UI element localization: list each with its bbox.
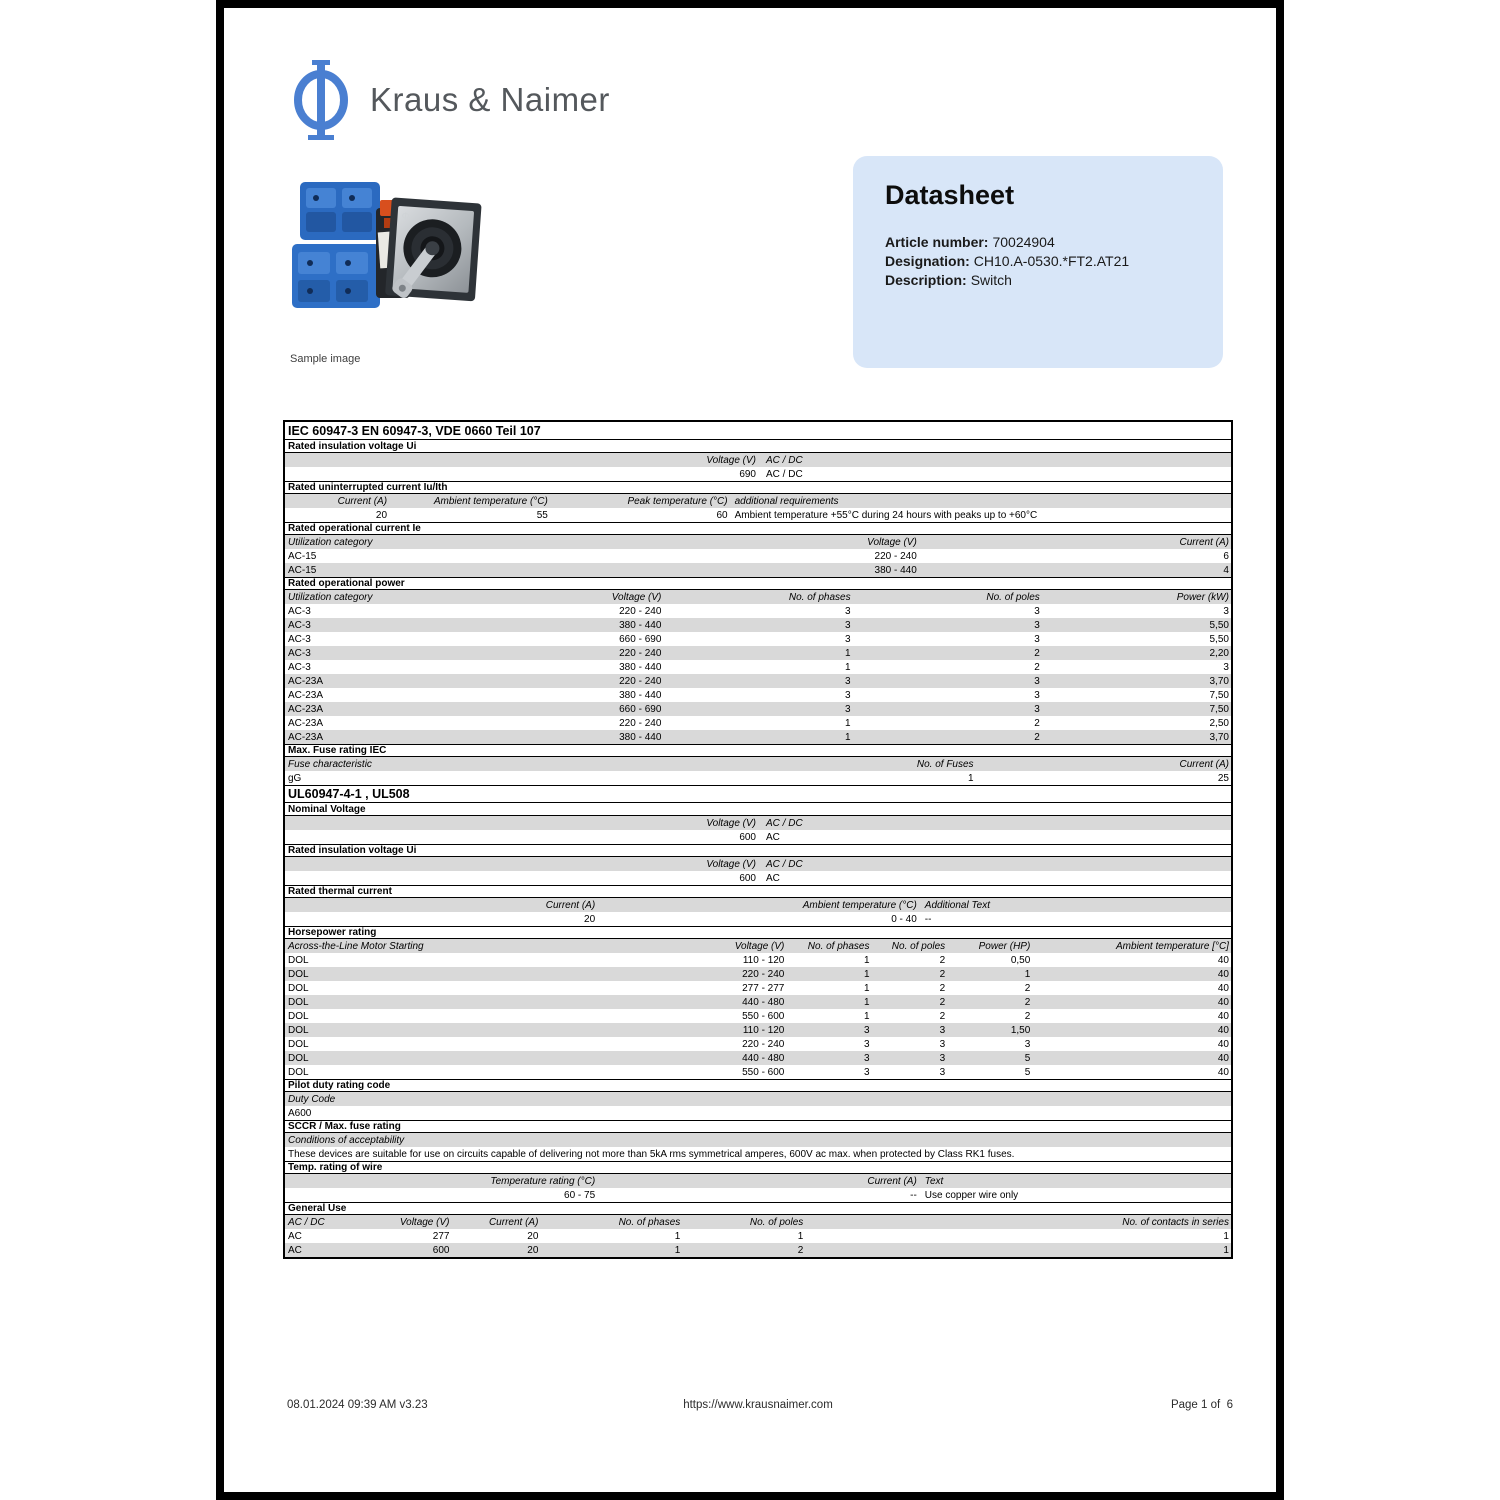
table-row — [285, 830, 1231, 844]
brand-logo — [288, 60, 610, 140]
table-section-header: Rated uninterrupted current Iu/Ith — [285, 481, 1231, 494]
table-row — [285, 981, 1231, 995]
table-cell: 277 - 277 — [742, 982, 785, 994]
table-cell: DOL — [288, 1038, 309, 1050]
table-row — [285, 467, 1231, 481]
table-cell: No. of poles — [749, 1216, 804, 1228]
table-cell: 3 — [939, 1038, 946, 1050]
table-section-header: SCCR / Max. fuse rating — [285, 1120, 1231, 1133]
table-cell: 25 — [1217, 772, 1229, 784]
table-cell: 5,50 — [1209, 619, 1229, 631]
table-cell: AC — [288, 1244, 302, 1256]
table-cell: 2 — [1024, 982, 1031, 994]
table-cell: 277 — [432, 1230, 450, 1242]
table-cell: 2 — [1034, 731, 1040, 743]
table-cell: Voltage (V) — [867, 536, 917, 548]
table-cell: 20 — [584, 913, 596, 925]
table-cell: 3 — [1223, 605, 1229, 617]
table-cell: 3 — [1034, 675, 1040, 687]
table-row — [285, 771, 1231, 785]
table-cell: Ambient temperature [°C] — [1116, 940, 1229, 952]
table-cell: Duty Code — [288, 1093, 336, 1105]
table-cell: 3 — [1034, 703, 1040, 715]
table-column-header-row — [285, 1174, 1231, 1188]
table-cell: 40 — [1217, 954, 1229, 966]
table-row — [285, 702, 1231, 716]
table-row — [285, 1037, 1231, 1051]
table-cell: Ambient temperature (°C) — [802, 899, 917, 911]
footer-generated-timestamp: 08.01.2024 09:39 AM v3.23 — [287, 1399, 428, 1411]
table-section-header: Rated operational power — [285, 577, 1231, 590]
table-cell: 60 - 75 — [564, 1189, 596, 1201]
table-cell: 1 — [674, 1244, 681, 1256]
table-row — [285, 688, 1231, 702]
table-cell: 3 — [863, 1038, 870, 1050]
table-cell: DOL — [288, 1010, 309, 1022]
table-cell: No. of phases — [807, 940, 870, 952]
table-cell: 220 - 240 — [742, 1038, 785, 1050]
designation-line — [885, 252, 1191, 271]
table-cell: 3 — [845, 605, 851, 617]
table-cell: AC-23A — [288, 717, 324, 729]
table-cell: AC — [766, 831, 780, 843]
table-row — [285, 1106, 1231, 1120]
table-cell: additional requirements — [734, 495, 839, 507]
table-cell: 0,50 — [1010, 954, 1031, 966]
table-cell: 600 — [739, 831, 756, 843]
table-cell: AC — [766, 872, 780, 884]
designation-value: CH10.A-0530.*FT2.AT21 — [973, 253, 1130, 269]
table-section-header: General Use — [285, 1202, 1231, 1215]
table-column-header-row — [285, 590, 1231, 604]
table-cell: 2 — [939, 982, 946, 994]
table-cell: No. of phases — [788, 591, 851, 603]
table-column-header-row — [285, 1092, 1231, 1106]
table-cell: 220 - 240 — [619, 647, 662, 659]
table-cell: Fuse characteristic — [288, 758, 372, 770]
table-cell: 380 - 440 — [619, 731, 662, 743]
table-cell: 3 — [845, 619, 851, 631]
table-row — [285, 549, 1231, 563]
table-row — [285, 674, 1231, 688]
table-cell: These devices are suitable for use on circuits capable of delivering not more than 5kA rms symmetrical amperes, 600V ac max. when protected by Class RK1 fuses. — [288, 1148, 1015, 1160]
table-section-header: Horsepower rating — [285, 926, 1231, 939]
table-cell: DOL — [288, 996, 309, 1008]
card-title: Datasheet — [885, 180, 1015, 210]
table-cell: 60 — [716, 509, 728, 521]
table-cell: 3 — [845, 633, 851, 645]
table-cell: Current (A) — [488, 1216, 539, 1228]
table-cell: Power (HP) — [978, 940, 1031, 952]
table-cell: AC-23A — [288, 689, 324, 701]
table-cell: 20 — [527, 1244, 539, 1256]
table-cell: 3 — [845, 675, 851, 687]
table-cell: 1 — [863, 1010, 870, 1022]
table-cell: Peak temperature (°C) — [627, 495, 728, 507]
table-cell: 1 — [845, 731, 851, 743]
table-cell: 1 — [863, 996, 870, 1008]
table-cell: 3 — [1034, 633, 1040, 645]
table-row — [285, 1229, 1231, 1243]
table-cell: AC-3 — [288, 633, 311, 645]
table-cell: 40 — [1217, 982, 1229, 994]
table-cell: Text — [924, 1175, 944, 1187]
table-cell: AC-3 — [288, 647, 311, 659]
table-cell: 550 - 600 — [742, 1010, 785, 1022]
table-cell: Voltage (V) — [706, 817, 756, 829]
table-cell: 3,70 — [1209, 675, 1229, 687]
table-cell: 40 — [1217, 996, 1229, 1008]
table-row — [285, 967, 1231, 981]
table-cell: AC-15 — [288, 550, 317, 562]
table-cell: AC-23A — [288, 675, 324, 687]
table-cell: AC-3 — [288, 661, 311, 673]
footer-url: https://www.krausnaimer.com — [683, 1399, 833, 1411]
table-cell: Ambient temperature (°C) — [433, 495, 548, 507]
table-cell: Utilization category — [288, 591, 373, 603]
kraus-naimer-phi-icon — [288, 60, 354, 140]
table-column-header-row — [285, 535, 1231, 549]
table-cell: 110 - 120 — [742, 1024, 785, 1036]
spec-table — [283, 420, 1233, 1259]
table-row — [285, 730, 1231, 744]
table-cell: 3 — [1034, 605, 1040, 617]
table-column-header-row — [285, 1133, 1231, 1147]
table-cell: 55 — [536, 509, 548, 521]
footer-page-number: Page 1 of 6 — [1170, 1399, 1233, 1411]
table-cell: 1 — [797, 1230, 804, 1242]
table-row — [285, 563, 1231, 577]
table-cell: 660 - 690 — [619, 703, 662, 715]
table-column-header-row — [285, 939, 1231, 953]
table-cell: 550 - 600 — [742, 1066, 785, 1078]
table-cell: 2 — [939, 968, 946, 980]
table-cell: 2,50 — [1209, 717, 1229, 729]
table-cell: 4 — [1223, 564, 1229, 576]
table-cell: 3 — [863, 1052, 870, 1064]
table-cell: 2 — [1024, 1010, 1031, 1022]
table-cell: Current (A) — [545, 899, 596, 911]
table-cell: 1,50 — [1010, 1024, 1031, 1036]
table-standard-header: UL60947-4-1 , UL508 — [285, 785, 1231, 803]
article-number-label: Article number: — [885, 234, 989, 250]
table-cell: 2 — [1034, 717, 1040, 729]
table-cell: AC-3 — [288, 605, 311, 617]
table-cell: 660 - 690 — [619, 633, 662, 645]
table-row — [285, 604, 1231, 618]
table-cell: 3 — [1034, 619, 1040, 631]
table-cell: 220 - 240 — [619, 605, 662, 617]
table-cell: AC — [288, 1230, 302, 1242]
table-cell: AC-3 — [288, 619, 311, 631]
table-row — [285, 995, 1231, 1009]
table-cell: 1 — [845, 661, 851, 673]
table-cell: AC-23A — [288, 731, 324, 743]
table-cell: 1 — [1223, 1244, 1229, 1256]
table-row — [285, 912, 1231, 926]
table-cell: 3 — [939, 1066, 946, 1078]
table-cell: 600 — [432, 1244, 450, 1256]
table-cell: 220 - 240 — [742, 968, 785, 980]
description-line — [885, 271, 1191, 290]
table-cell: 2 — [939, 954, 946, 966]
table-section-header: Rated insulation voltage Ui — [285, 440, 1231, 453]
table-row — [285, 716, 1231, 730]
table-cell: 3 — [939, 1024, 946, 1036]
table-cell: 5 — [1024, 1052, 1031, 1064]
description-value: Switch — [970, 272, 1012, 288]
table-cell: 690 — [739, 468, 756, 480]
table-cell: 3 — [863, 1066, 870, 1078]
table-cell: 1 — [968, 772, 974, 784]
datasheet-summary-card — [853, 156, 1223, 368]
table-cell: DOL — [288, 1024, 309, 1036]
table-cell: 380 - 440 — [619, 661, 662, 673]
table-cell: 2,20 — [1209, 647, 1229, 659]
table-column-header-row — [285, 898, 1231, 912]
designation-label: Designation: — [885, 253, 970, 269]
table-row — [285, 646, 1231, 660]
table-cell: 2 — [1024, 996, 1031, 1008]
table-row — [285, 1051, 1231, 1065]
table-cell: 7,50 — [1209, 689, 1229, 701]
table-cell: 380 - 440 — [874, 564, 917, 576]
table-cell: Additional Text — [924, 899, 991, 911]
table-cell: 3,70 — [1209, 731, 1229, 743]
table-cell: 5 — [1024, 1066, 1031, 1078]
table-row — [285, 953, 1231, 967]
table-cell: 2 — [797, 1244, 804, 1256]
table-section-header: Max. Fuse rating IEC — [285, 744, 1231, 757]
table-cell: 2 — [939, 996, 946, 1008]
article-number-line — [885, 233, 1191, 252]
table-cell: Use copper wire only — [924, 1189, 1019, 1201]
table-row — [285, 1009, 1231, 1023]
table-cell: Ambient temperature +55°C during 24 hours with peaks up to +60°C — [734, 509, 1038, 521]
table-section-header: Rated insulation voltage Ui — [285, 844, 1231, 857]
table-cell: gG — [288, 772, 302, 784]
table-cell: Conditions of acceptability — [288, 1134, 405, 1146]
table-cell: 20 — [375, 509, 388, 521]
table-cell: Voltage (V) — [399, 1216, 450, 1228]
table-column-header-row — [285, 757, 1231, 771]
table-cell: 220 - 240 — [619, 675, 662, 687]
brand-name: Kraus & Naimer — [370, 81, 610, 118]
table-column-header-row — [285, 494, 1231, 508]
table-cell: DOL — [288, 954, 309, 966]
table-cell: 3 — [939, 1052, 946, 1064]
table-cell: -- — [924, 913, 932, 925]
table-cell: 20 — [527, 1230, 539, 1242]
table-cell: No. of phases — [618, 1216, 681, 1228]
table-cell: DOL — [288, 968, 309, 980]
table-cell: AC / DC — [288, 1216, 325, 1228]
table-section-header: Rated thermal current — [285, 885, 1231, 898]
table-cell: 1 — [1223, 1230, 1229, 1242]
table-row — [285, 1188, 1231, 1202]
table-column-header-row — [285, 1215, 1231, 1229]
table-cell: 110 - 120 — [742, 954, 785, 966]
table-cell: Power (kW) — [1176, 591, 1229, 603]
datasheet-page — [216, 0, 1284, 1500]
table-cell: AC / DC — [766, 858, 803, 870]
table-column-header-row — [285, 857, 1231, 871]
table-row — [285, 1147, 1231, 1161]
table-cell: 1 — [863, 982, 870, 994]
table-cell: Current (A) — [337, 495, 388, 507]
svg-text:Φ: Φ — [401, 211, 410, 223]
table-cell: 3 — [1223, 661, 1229, 673]
table-cell: 40 — [1217, 1038, 1229, 1050]
table-cell: -- — [910, 1189, 917, 1201]
table-cell: DOL — [288, 1066, 309, 1078]
table-row — [285, 508, 1231, 522]
table-cell: AC / DC — [766, 817, 803, 829]
table-cell: 220 - 240 — [874, 550, 917, 562]
table-cell: DOL — [288, 1052, 309, 1064]
table-standard-header: IEC 60947-3 EN 60947-3, VDE 0660 Teil 107 — [285, 422, 1231, 440]
sample-image-caption: Sample image — [290, 353, 361, 365]
table-cell: No. of Fuses — [916, 758, 974, 770]
table-cell: 3 — [863, 1024, 870, 1036]
table-cell: Across-the-Line Motor Starting — [288, 940, 424, 952]
table-cell: Voltage (V) — [611, 591, 662, 603]
table-row — [285, 660, 1231, 674]
table-cell: Temperature rating (°C) — [490, 1175, 596, 1187]
table-cell: AC-23A — [288, 703, 324, 715]
table-cell: 2 — [1034, 661, 1040, 673]
table-cell: 40 — [1217, 1052, 1229, 1064]
table-cell: 6 — [1223, 550, 1229, 562]
table-cell: AC / DC — [766, 454, 803, 466]
table-cell: 3 — [845, 703, 851, 715]
table-cell: 7,50 — [1209, 703, 1229, 715]
table-row — [285, 1243, 1231, 1257]
table-row — [285, 871, 1231, 885]
table-cell: 2 — [1034, 647, 1040, 659]
table-cell: 5,50 — [1209, 633, 1229, 645]
table-cell: 3 — [1024, 1038, 1031, 1050]
switch-photo-illustration — [286, 174, 482, 346]
article-number-value: 70024904 — [992, 234, 1055, 250]
table-cell: DOL — [288, 982, 309, 994]
table-cell: AC / DC — [766, 468, 803, 480]
table-cell: 1 — [1024, 968, 1031, 980]
table-section-header: Pilot duty rating code — [285, 1079, 1231, 1092]
table-cell: A600 — [288, 1107, 312, 1119]
table-cell: 440 - 480 — [742, 996, 785, 1008]
table-cell: 2 — [939, 1010, 946, 1022]
table-column-header-row — [285, 453, 1231, 467]
table-row — [285, 618, 1231, 632]
table-cell: 220 - 240 — [619, 717, 662, 729]
table-cell: 40 — [1217, 1024, 1229, 1036]
table-section-header: Nominal Voltage — [285, 803, 1231, 816]
table-cell: 0 - 40 — [891, 913, 917, 925]
table-cell: 40 — [1217, 1010, 1229, 1022]
table-cell: No. of poles — [986, 591, 1040, 603]
table-section-header: Rated operational current Ie — [285, 522, 1231, 535]
table-cell: No. of contacts in series — [1122, 1216, 1229, 1228]
table-cell: Voltage (V) — [706, 858, 756, 870]
table-cell: 1 — [863, 954, 870, 966]
table-cell: 1 — [845, 717, 851, 729]
table-row — [285, 632, 1231, 646]
table-cell: 600 — [739, 872, 756, 884]
table-section-header: Temp. rating of wire — [285, 1161, 1231, 1174]
table-row — [285, 1023, 1231, 1037]
table-cell: 40 — [1217, 1066, 1229, 1078]
table-cell: Voltage (V) — [734, 940, 785, 952]
table-cell: 380 - 440 — [619, 619, 662, 631]
table-cell: 1 — [674, 1230, 681, 1242]
table-cell: 3 — [845, 689, 851, 701]
table-cell: 380 - 440 — [619, 689, 662, 701]
description-label: Description: — [885, 272, 967, 288]
product-sample-image — [286, 174, 482, 346]
table-cell: Current (A) — [1179, 536, 1229, 548]
table-cell: Utilization category — [288, 536, 373, 548]
table-cell: 3 — [1034, 689, 1040, 701]
table-cell: 1 — [863, 968, 870, 980]
table-cell: 1 — [845, 647, 851, 659]
table-column-header-row — [285, 816, 1231, 830]
table-cell: AC-15 — [288, 564, 317, 576]
table-cell: Voltage (V) — [706, 454, 756, 466]
table-cell: 440 - 480 — [742, 1052, 785, 1064]
table-cell: Current (A) — [1179, 758, 1229, 770]
table-cell: Current (A) — [867, 1175, 917, 1187]
table-cell: No. of poles — [891, 940, 946, 952]
table-row — [285, 1065, 1231, 1079]
table-cell: 40 — [1217, 968, 1229, 980]
